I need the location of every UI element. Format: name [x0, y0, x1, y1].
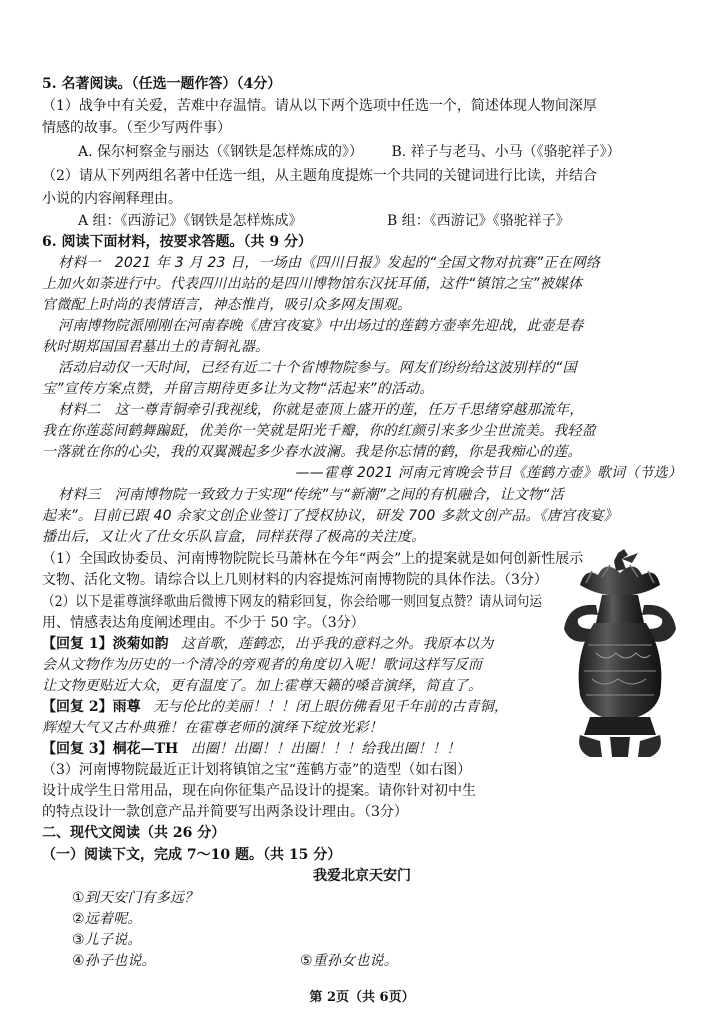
q5-sub1-line1: （1）战争中有关爱，苦难中存温情。请从以下两个选项中任选一个，简述体现人物间深厚 — [42, 98, 597, 114]
reply-2-tag: 【回复 2】雨尊 — [42, 699, 141, 715]
reply-3-tag: 【回复 3】桐花—TH — [42, 741, 179, 757]
material3-line1: 材料三 河南博物院一致致力于实现“传统”与“新潮”之间的有机融合，让文物“活 — [58, 487, 564, 503]
material1-line1: 材料一 2021 年 3 月 23 日，一场由《四川日报》发起的“全国文物对抗赛”正在网络 — [58, 255, 601, 271]
q6-sub1-line2: 文物、活化文物。请综合以上几则材料的内容提炼河南博物院的具体作法。（3分） — [42, 572, 548, 588]
material1-line7: 宝”宣传方案点赞，并留言期待更多让为文物“活起来”的活动。 — [42, 381, 434, 397]
reply-2-line2: 辉煌大气又古朴典雅！在霍尊老师的演绎下绽放光彩！ — [42, 720, 383, 736]
section-2-part1-title: （一）阅读下文，完成 7～10 题。（共 15 分） — [42, 847, 342, 863]
q5-groups-row — [78, 211, 678, 232]
material2-line2: 我在你莲蕊间鹤舞蹁跹，优美你一笑就是阳光千瓣，你的红颜引来多少尘世流美。我轻盈 — [42, 423, 596, 439]
material3-line3: 播出后，又让火了仕女乐队盲盒，同样获得了极高的关注度。 — [42, 529, 426, 545]
page-footer: 第 2页（共 6页） — [309, 990, 415, 1005]
reply-3-text: 出圈！出圈！！出圈！！！给我出圈！！！ — [190, 741, 461, 757]
essay-para-1: ①到天安门有多远？ — [72, 890, 199, 906]
essay-para-2: ②远着呢。 — [72, 911, 142, 927]
material1-line6: 活动启动仅一天时间，已经有近二十个省博物院参与。网友们纷纷给这波别样的“国 — [58, 360, 577, 376]
q5-sub2-line1: （2）请从下列两组名著中任选一组，从主题角度提炼一个共同的关键词进行比读，并结合 — [42, 168, 597, 184]
q5-title: 5. 名著阅读。（任选一题作答）（4分） — [42, 76, 282, 92]
q6-sub2-line2: 用、情感表达角度阐述理由。不少于 50 字。（3分） — [42, 615, 365, 631]
reply-1-line2: 会从文物作为历史的一个清冷的旁观者的角度切入呢！歌词这样写反而 — [42, 657, 483, 673]
q6-title: 6. 阅读下面材料，按要求答题。（共 9 分） — [42, 234, 312, 250]
material1-line5: 秋时期郑国国君墓出土的青铜礼器。 — [42, 339, 270, 355]
q6-sub3-line1: （3）河南博物院最近正计划将镇馆之宝“莲鹤方壶”的造型（如右图） — [42, 762, 472, 778]
reply-1-text: 这首歌，莲鹤恋，出乎我的意料之外。我原本以为 — [181, 636, 494, 652]
material1-line2: 上加火如荼进行中。代表四川出站的是四川博物馆东汉抚耳俑，这件“镇馆之宝”被媒体 — [42, 276, 583, 292]
q6-sub3-line3: 的特点设计一款创意产品并简要写出两条设计理由。（3分） — [42, 804, 408, 820]
reply-1-tag: 【回复 1】淡菊如韵 — [42, 636, 169, 652]
essay-title: 我爱北京天安门 — [313, 868, 411, 884]
lotus-crane-pot-image — [540, 545, 700, 765]
q5-option-a: A. 保尔柯察金与丽达（《钢铁是怎样炼成的》） — [78, 144, 364, 160]
essay-para-3: ③儿子说。 — [72, 932, 142, 948]
reply-3-line1 — [42, 739, 532, 760]
reply-1-line1 — [42, 634, 532, 655]
essay-para-4: ④孙子也说。 — [72, 953, 156, 969]
q5-options-row — [78, 142, 678, 163]
q6-sub3-line2: 设计成学生日常用品，现在向你征集产品设计的提案。请你针对初中生 — [42, 783, 476, 799]
essay-para-5: ⑤重孙女也说。 — [300, 953, 398, 969]
reply-1-line3: 让文物更贴近大众，更有温度了。加上霍尊天籁的嗓音演绎，简直了。 — [42, 678, 483, 694]
material2-source: ——霍尊 2021 河南元宵晚会节目《莲鹤方壶》歌词（节选） — [295, 465, 682, 481]
material2-line1: 材料二 这一尊青铜牵引我视线，你就是壶顶上盛开的莲，任万千思绪穿越那流年， — [58, 402, 584, 418]
material1-line4: 河南博物院派刚刚在河南春晚《唐宫夜宴》中出场过的莲鹤方壶率先迎战，此壶是春 — [58, 318, 584, 334]
reply-2-line1 — [42, 697, 532, 718]
q5-option-b: B. 祥子与老马、小马（《骆驼祥子》） — [391, 144, 621, 160]
material2-line3: 一落就在你的心尖，我的双翼溅起多少春水波澜。我是你忘情的鹤，你是我痴心的莲。 — [42, 444, 582, 460]
material3-line2: 起来”。目前已跟 40 余家文创企业签订了授权协议，研发 700 多款文创产品。《唐宫夜宴》 — [42, 508, 618, 524]
q5-group-a: A 组：《西游记》《钢铁是怎样炼成》 — [78, 213, 303, 229]
material1-line3: 官微配上时尚的表情语言，神态惟肖，吸引众多网友围观。 — [42, 297, 412, 313]
section-2-title: 二、现代文阅读（共 26 分） — [42, 825, 226, 841]
q5-sub1-line2: 情感的故事。（至少写两件事） — [42, 120, 231, 136]
reply-2-text: 无与伦比的美丽！！！闭上眼仿佛看见千年前的古青铜， — [153, 699, 509, 715]
q5-sub2-line2: 小说的内容阐释理由。 — [42, 191, 182, 207]
q6-sub1-line1: （1）全国政协委员、河南博物院院长马萧林在今年“两会”上的提案就是如何创新性展示 — [42, 551, 584, 567]
q6-sub2-line1: （2）以下是霍尊演绎歌曲后微博下网友的精彩回复，你会给哪一则回复点赞？请从词句运 — [42, 594, 542, 610]
q5-group-b: B 组：《西游记》《骆驼祥子》 — [387, 213, 570, 229]
